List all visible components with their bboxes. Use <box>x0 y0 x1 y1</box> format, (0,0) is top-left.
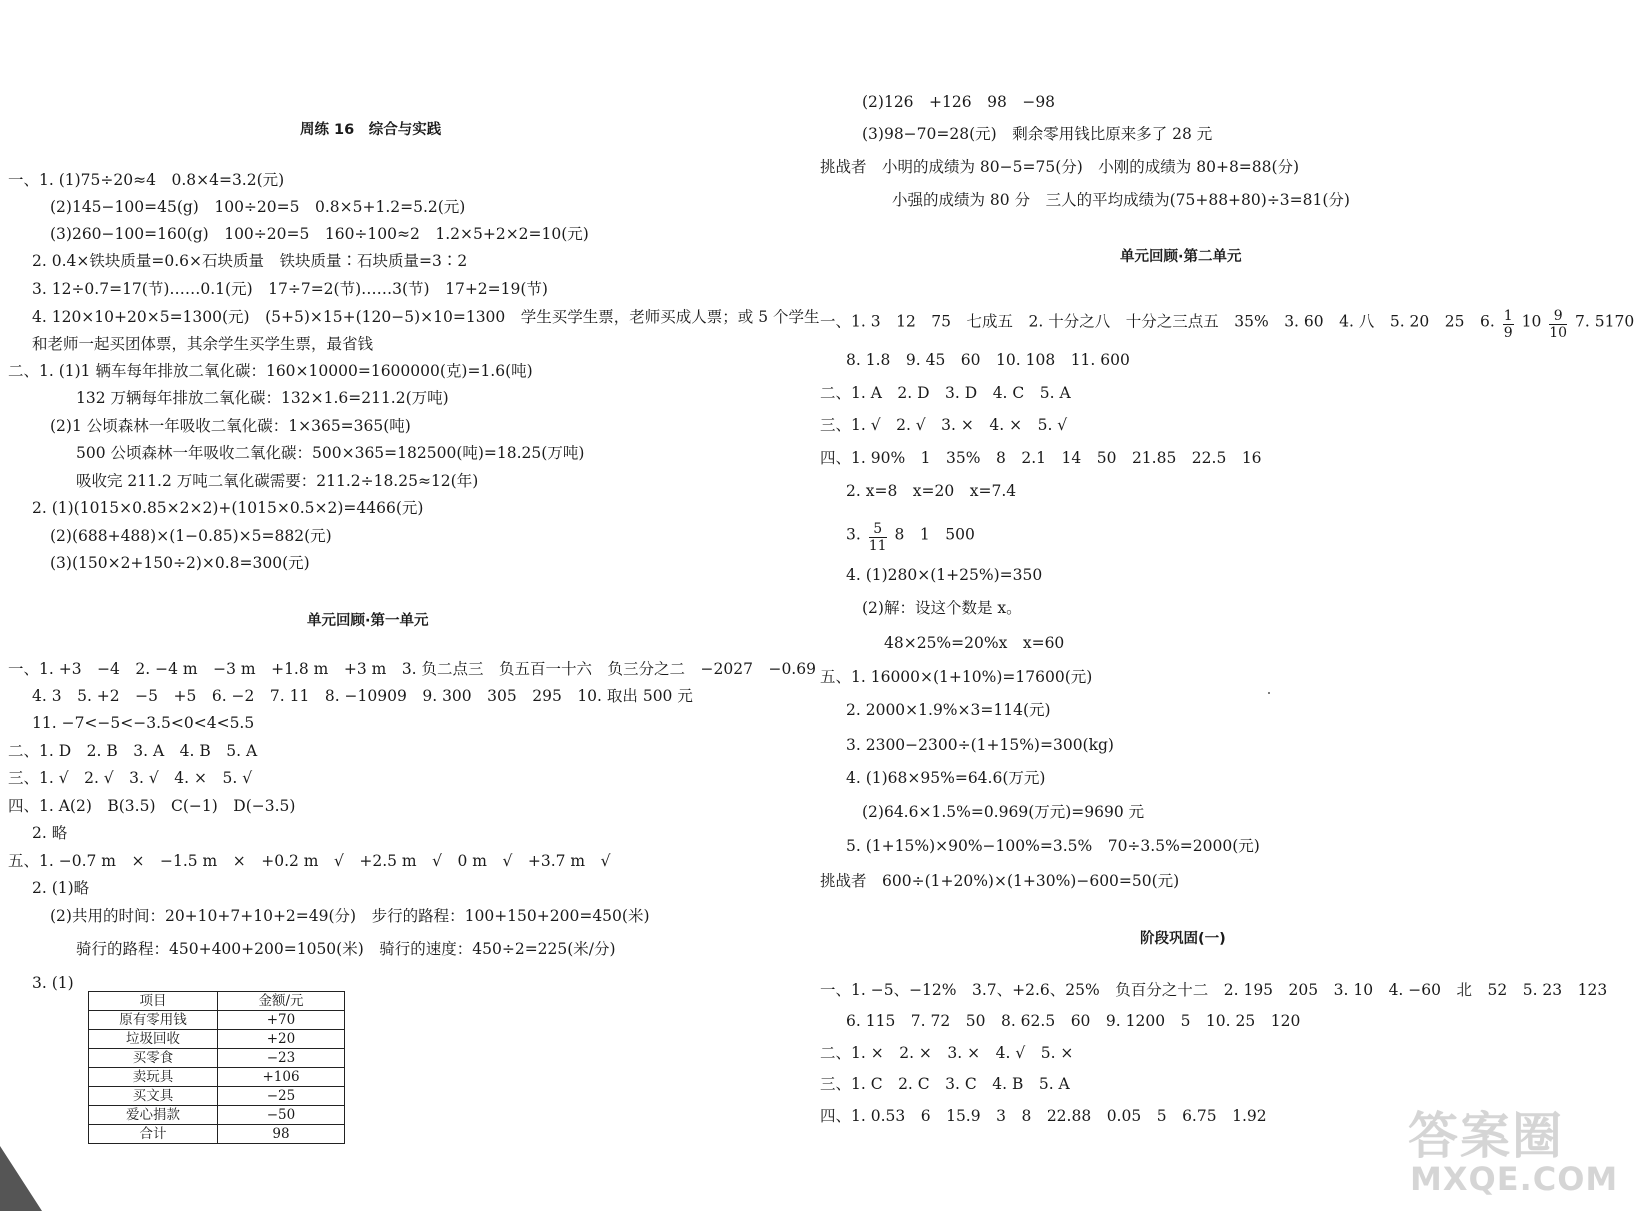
table-row <box>89 1049 345 1068</box>
answer-line: 3. (1) <box>32 974 74 992</box>
week16-heading: 周练 16 综合与实践 <box>300 122 442 138</box>
table-cell: 卖玩具 <box>89 1068 218 1087</box>
answer-line: 一、1. −5、−12% 3.7、+2.6、25% 负百分之十二 2. 195 205 3. 10 4. −60 北 52 5. 23 123 <box>820 981 1608 999</box>
answer-line: (2)145−100=45(g) 100÷20=5 0.8×5+1.2=5.2(元) <box>50 198 466 216</box>
answer-line: 2. (1)略 <box>32 879 90 897</box>
unit1-heading: 单元回顾·第一单元 <box>307 613 429 629</box>
answer-line: 8. 1.8 9. 45 60 10. 108 11. 600 <box>846 351 1130 369</box>
corner-triangle-mark <box>0 1146 42 1211</box>
table-cell: +20 <box>218 1030 345 1049</box>
fraction-numerator: 5 <box>869 522 887 538</box>
answer-line: 11. −7<−5<−3.5<0<4<5.5 <box>32 714 255 732</box>
answer-line: 4. 120×10+20×5=1300(元) (5+5)×15+(120−5)×10=1300 学生买学生票，老师买成人票；或 5 个学生 <box>32 308 820 326</box>
answer-line: 五、1. −0.7 m × −1.5 m × +0.2 m √ +2.5 m √ 0 m √ +3.7 m √ <box>8 852 611 870</box>
answer-line: 三、1. √ 2. √ 3. × 4. × 5. √ <box>820 416 1068 434</box>
answer-line: 2. 2000×1.9%×3=114(元) <box>846 701 1051 719</box>
answer-line: 二、1. D 2. B 3. A 4. B 5. A <box>8 742 258 760</box>
answer-line: 2. (1)(1015×0.85×2×2)+(1015×0.5×2)=4466(元) <box>32 499 424 517</box>
fraction-denominator: 11 <box>868 538 887 554</box>
table-cell: 爱心捐款 <box>89 1106 218 1125</box>
stage1-heading: 阶段巩固(一) <box>1140 931 1226 947</box>
answer-line: 3. 12÷0.7=17(节)……0.1(元) 17÷7=2(节)……3(节) 17+2=19(节) <box>32 280 548 298</box>
table-cell: +70 <box>218 1011 345 1030</box>
answer-line-with-fractions <box>820 307 1634 341</box>
table-row <box>89 1106 345 1125</box>
table-cell: −50 <box>218 1106 345 1125</box>
answer-line-with-fractions <box>846 520 975 554</box>
table-row <box>89 1125 345 1144</box>
watermark <box>1408 1096 1619 1206</box>
answer-line: 二、1. A 2. D 3. D 4. C 5. A <box>820 384 1071 402</box>
pocket-money-table <box>88 991 345 1144</box>
answer-line: 4. (1)280×(1+25%)=350 <box>846 566 1043 584</box>
table-row <box>89 1011 345 1030</box>
answer-text: 8 1 500 <box>894 525 975 544</box>
table-cell: 98 <box>218 1125 345 1144</box>
speck <box>1268 692 1270 694</box>
fraction-numerator: 9 <box>1549 309 1567 325</box>
answer-line: 二、1. (1)1 辆车每年排放二氧化碳：160×10000=1600000(克)=1.6(吨) <box>8 362 533 380</box>
table-row <box>89 1030 345 1049</box>
answer-line: 骑行的路程：450+400+200=1050(米) 骑行的速度：450÷2=225(米/分) <box>76 940 616 958</box>
fraction <box>869 522 887 553</box>
table-cell: −25 <box>218 1087 345 1106</box>
answer-line: 48×25%=20%x x=60 <box>884 634 1065 652</box>
answer-line: (2)64.6×1.5%=0.969(万元)=9690 元 <box>862 803 1145 821</box>
answer-line: 四、1. 90% 1 35% 8 2.1 14 50 21.85 22.5 16 <box>820 449 1262 467</box>
answer-line: 四、1. 0.53 6 15.9 3 8 22.88 0.05 5 6.75 1.92 <box>820 1107 1267 1125</box>
table-row <box>89 1087 345 1106</box>
table-header: 金额/元 <box>218 992 345 1011</box>
answer-line: 5. (1+15%)×90%−100%=3.5% 70÷3.5%=2000(元) <box>846 837 1260 855</box>
answer-line: 4. (1)68×95%=64.6(万元) <box>846 769 1046 787</box>
answer-line: (3)98−70=28(元) 剩余零用钱比原来多了 28 元 <box>862 125 1213 143</box>
table-row <box>89 1068 345 1087</box>
table-header-row <box>89 992 345 1011</box>
fraction-denominator: 9 <box>1503 325 1513 341</box>
answer-line: 一、1. +3 −4 2. −4 m −3 m +1.8 m +3 m 3. 负二点三 负五百一十六 负三分之二 −2027 −0.69 <box>8 660 816 678</box>
answer-line: 吸收完 211.2 万吨二氧化碳需要：211.2÷18.25≈12(年) <box>76 472 479 490</box>
answer-line: 3. 2300−2300÷(1+15%)=300(kg) <box>846 736 1114 754</box>
answer-line: 挑战者 600÷(1+20%)×(1+30%)−600=50(元) <box>820 872 1180 890</box>
answer-line: (2)解：设这个数是 x。 <box>862 599 1022 617</box>
answer-line: 2. 略 <box>32 824 68 842</box>
answer-line: (2)(688+488)×(1−0.85)×5=882(元) <box>50 527 332 545</box>
answer-line: 三、1. √ 2. √ 3. √ 4. × 5. √ <box>8 769 253 787</box>
answer-line: 132 万辆每年排放二氧化碳：132×1.6=211.2(万吨) <box>76 389 449 407</box>
answer-line: 小强的成绩为 80 分 三人的平均成绩为(75+88+80)÷3=81(分) <box>892 191 1350 209</box>
answer-line: 二、1. × 2. × 3. × 4. √ 5. × <box>820 1044 1074 1062</box>
answer-line: 2. x=8 x=20 x=7.4 <box>846 482 1017 500</box>
fraction-denominator: 10 <box>1549 325 1568 341</box>
fraction <box>1503 309 1514 340</box>
table-header: 项目 <box>89 992 218 1011</box>
answer-line: (2)共用的时间：20+10+7+10+2=49(分) 步行的路程：100+150+200=450(米) <box>50 907 650 925</box>
table-cell: −23 <box>218 1049 345 1068</box>
answer-text: 一、1. 3 12 75 七成五 2. 十分之八 十分之三点五 35% 3. 60 4. 八 5. 20 25 6. <box>820 312 1495 331</box>
answer-line: 五、1. 16000×(1+10%)=17600(元) <box>820 668 1093 686</box>
table-cell: +106 <box>218 1068 345 1087</box>
answer-line: (3)(150×2+150÷2)×0.8=300(元) <box>50 554 310 572</box>
answer-line: 和老师一起买团体票，其余学生买学生票，最省钱 <box>32 335 374 353</box>
fraction <box>1549 309 1567 340</box>
table-cell: 原有零用钱 <box>89 1011 218 1030</box>
fraction-numerator: 1 <box>1503 308 1513 324</box>
answer-line: 500 公顷森林一年吸收二氧化碳：500×365=182500(吨)=18.25(万吨) <box>76 444 585 462</box>
answer-line: 4. 3 5. +2 −5 +5 6. −2 7. 11 8. −10909 9. 300 305 295 10. 取出 500 元 <box>32 687 693 705</box>
answer-line: (2)1 公顷森林一年吸收二氧化碳：1×365=365(吨) <box>50 417 411 435</box>
answer-text: 7. 5170 <box>1575 312 1634 331</box>
answer-line: 2. 0.4×铁块质量=0.6×石块质量 铁块质量∶石块质量=3∶2 <box>32 252 468 270</box>
answer-line: (3)260−100=160(g) 100÷20=5 160÷100≈2 1.2×5+2×2=10(元) <box>50 225 589 243</box>
answer-line: 挑战者 小明的成绩为 80−5=75(分) 小刚的成绩为 80+8=88(分) <box>820 158 1300 176</box>
watermark-logo-text: 答案圈 <box>1408 1107 1564 1165</box>
answer-line: 一、1. (1)75÷20≈4 0.8×4=3.2(元) <box>8 171 285 189</box>
watermark-url: MXQE.COM <box>1410 1160 1619 1198</box>
table-cell: 买文具 <box>89 1087 218 1106</box>
table-cell: 合计 <box>89 1125 218 1144</box>
table-cell: 买零食 <box>89 1049 218 1068</box>
answer-text: 10 <box>1521 312 1542 331</box>
unit2-heading: 单元回顾·第二单元 <box>1120 249 1242 265</box>
table-cell: 垃圾回收 <box>89 1030 218 1049</box>
answer-line: 四、1. A(2) B(3.5) C(−1) D(−3.5) <box>8 797 296 815</box>
answer-line: 三、1. C 2. C 3. C 4. B 5. A <box>820 1075 1070 1093</box>
answer-text: 3. <box>846 525 861 544</box>
answer-line: (2)126 +126 98 −98 <box>862 93 1056 111</box>
answer-line: 6. 115 7. 72 50 8. 62.5 60 9. 1200 5 10. 25 120 <box>846 1012 1301 1030</box>
